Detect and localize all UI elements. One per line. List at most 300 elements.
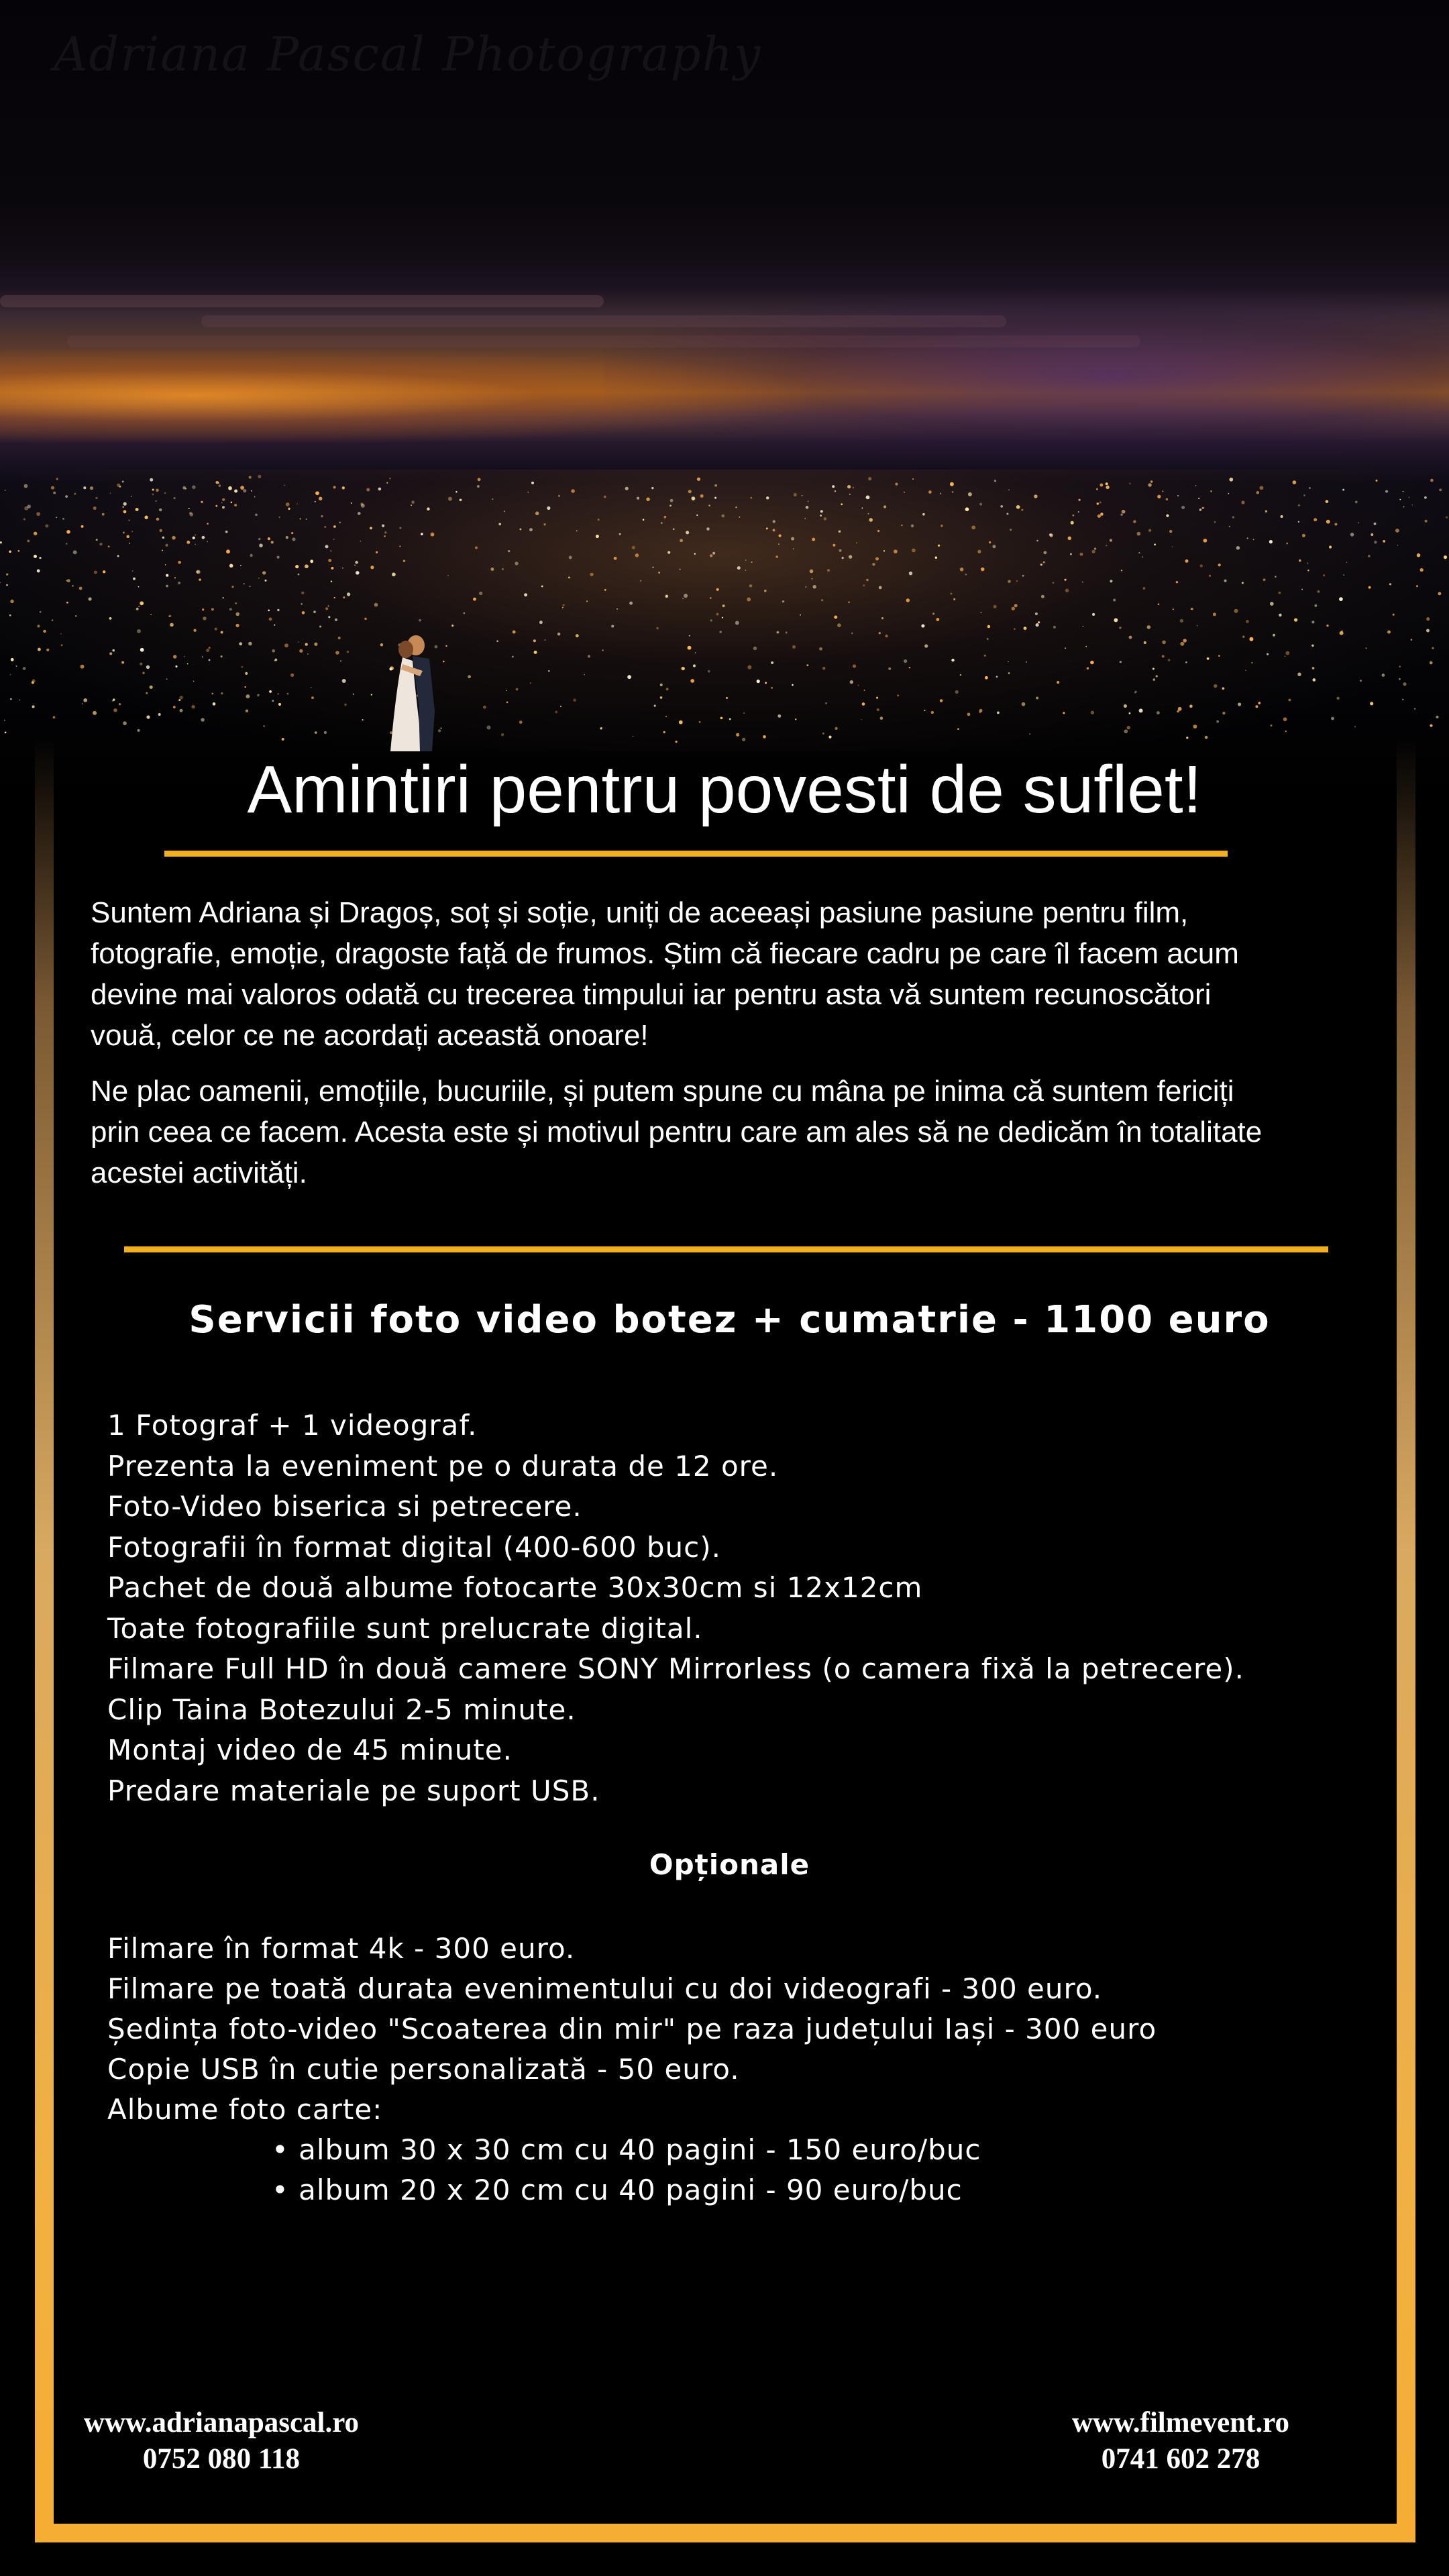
city-light [370,527,372,529]
city-light [1210,490,1212,492]
city-light [643,519,645,521]
city-light [306,519,307,520]
city-light [460,498,462,501]
city-light [1078,511,1079,513]
intro-line: vouă, celor ce ne acordați această onoare! [91,1019,649,1052]
city-light [207,541,208,542]
city-light [708,670,710,673]
city-light [102,513,105,516]
city-light [812,578,813,580]
city-light [694,553,696,554]
albums-list [272,2130,1278,2210]
city-light [1049,533,1053,537]
city-light [1232,516,1235,519]
city-light [569,555,572,559]
city-light [1152,667,1155,669]
city-light [1008,661,1009,662]
city-light [548,670,550,672]
city-light [15,665,17,667]
city-light [138,606,140,607]
city-light [1127,726,1130,729]
city-light [856,542,857,543]
city-light [1286,543,1288,545]
city-light [992,545,996,548]
website-link-right[interactable]: www.filmevent.ro [1071,2407,1290,2438]
city-light [1008,580,1011,583]
frame-bottom-border [35,2524,1415,2542]
city-light [66,580,67,582]
city-light [911,525,914,528]
city-light [729,718,731,720]
city-light [18,550,20,552]
city-light [53,492,56,494]
package-item: Clip Taina Botezului 2-5 minute. [107,1693,576,1726]
city-light [1368,555,1371,557]
city-light [473,598,476,601]
city-light [516,688,519,691]
city-light [384,535,385,537]
city-light [338,637,341,639]
city-light [1436,716,1438,718]
city-light [1318,590,1320,593]
city-light [928,490,932,494]
city-light [839,531,841,533]
city-light [1085,646,1087,647]
city-light [866,496,870,500]
city-light [625,487,629,490]
city-light [251,490,252,492]
city-light [421,533,423,535]
city-light [258,578,260,579]
city-light [786,631,788,633]
city-light [43,630,46,633]
city-light [1430,661,1433,665]
city-light [1092,613,1095,616]
city-light [765,682,767,684]
city-light [1420,568,1424,572]
city-light [1162,490,1163,492]
city-light [1199,508,1201,511]
city-light [880,716,883,720]
city-light [1053,626,1056,629]
city-light [866,579,869,582]
city-light [773,529,775,531]
city-light [1242,636,1244,638]
city-light [37,570,40,573]
city-light [24,484,28,488]
city-light [513,631,516,634]
city-light [112,700,113,702]
city-light [109,617,112,620]
city-light [1121,514,1123,516]
city-light [34,532,37,535]
city-light [611,625,614,627]
city-light [1342,489,1344,491]
city-light [1387,631,1391,634]
city-light [895,482,898,485]
city-light [1425,520,1428,523]
city-light [1191,608,1193,610]
city-light [1218,564,1221,566]
city-light [985,676,988,680]
city-light [533,639,536,642]
city-light [1156,675,1158,677]
city-light [726,697,728,699]
intro-line: fotografie, emoție, dragoste față de frumos. Știm că fiecare cadru pe care îl facem acum [91,937,1239,970]
city-light [311,687,312,688]
city-light [584,674,585,676]
city-light [1275,576,1277,578]
city-light [142,672,144,674]
city-light [0,541,2,543]
city-light [921,625,924,628]
city-light [278,703,281,706]
city-light [735,506,737,508]
city-light [924,644,928,647]
city-light [745,570,747,571]
city-light [675,741,677,743]
city-light [250,586,251,587]
city-light [284,485,285,486]
city-light [737,566,741,570]
city-light [833,544,835,547]
city-light [32,705,35,708]
city-light [700,494,704,498]
city-light [1326,500,1329,503]
city-light [201,718,205,722]
city-light [1189,705,1193,708]
city-light [779,535,782,537]
city-light [868,513,869,515]
city-light [331,581,332,582]
city-light [1323,574,1325,576]
city-light [1298,504,1300,506]
city-light [297,503,298,504]
city-light [778,543,780,545]
city-light [1216,720,1219,723]
city-light [541,586,543,588]
city-light [1399,499,1401,500]
city-light [822,667,826,670]
city-light [123,532,125,534]
city-light [94,571,97,574]
optional-item: Filmare pe toată durata evenimentului cu doi videografi - 300 euro. [107,1972,1103,2005]
city-light [160,529,162,532]
city-light [515,561,518,565]
city-light [1222,712,1225,714]
city-light [80,665,85,669]
city-light [1147,625,1151,629]
city-light [487,726,491,730]
city-light [451,625,453,627]
city-light [1129,712,1131,714]
city-light [819,647,822,651]
city-light [1129,483,1131,485]
city-light [246,694,250,698]
city-light [262,571,266,574]
city-light [1008,672,1010,674]
city-light [1079,499,1081,501]
city-light [1185,661,1187,663]
city-light [34,555,37,558]
city-light [547,506,550,510]
city-light [156,518,160,521]
city-light [255,513,258,516]
city-light [62,518,64,520]
city-light [128,519,129,521]
city-light [223,597,224,598]
city-light [987,625,991,629]
city-light [1269,540,1273,543]
city-light [172,536,176,540]
city-light [361,504,365,508]
city-light [180,696,183,699]
city-light [468,675,471,678]
city-light [909,572,912,575]
city-light [1376,480,1378,482]
city-light [288,508,290,510]
city-light [879,632,881,634]
city-light [319,496,323,500]
city-light [806,586,807,588]
city-light [1307,563,1309,564]
city-light [1285,651,1289,655]
city-light [1137,532,1141,536]
city-light [897,694,899,696]
city-light [1068,537,1072,541]
city-light [960,568,964,572]
city-light [968,492,972,496]
city-light [1259,486,1263,490]
city-light [1178,707,1182,711]
optionals-title: Opționale [649,1848,810,1881]
intro-line: prin ceea ce facem. Acesta este și motivul pentru care am ales să ne dedicăm în totalitate [91,1116,1263,1148]
city-light [389,478,390,479]
city-light [123,510,127,513]
city-light [315,501,316,502]
city-light [1313,518,1317,521]
city-light [679,568,680,570]
city-light [1314,604,1317,607]
city-light [1143,587,1146,590]
city-light [313,610,316,613]
city-light [1177,710,1179,712]
city-light [922,513,925,516]
city-light [722,604,725,607]
city-light [808,500,809,502]
city-light [131,531,133,532]
city-light [1177,495,1179,496]
city-light [693,664,696,667]
city-light [635,553,639,557]
city-light [776,631,779,634]
city-light [378,488,382,491]
city-light [558,495,560,497]
city-light [229,608,232,610]
city-light [832,485,835,488]
city-light [806,664,808,666]
city-light [877,708,879,711]
city-light [994,480,996,482]
city-light [530,682,531,684]
city-light [637,497,639,500]
intro-line: Suntem Adriana și Dragoș, soț și soție, uniți de aceeași pasiune pasiune pentru film, [91,896,1189,929]
city-light [99,543,103,546]
city-light [627,675,631,679]
city-light [712,552,715,555]
city-light [103,570,105,573]
city-light [1229,526,1230,527]
package-item: Toate fotografiile sunt prelucrate digital. [107,1611,703,1645]
city-light [1403,682,1406,686]
city-light [1006,513,1008,515]
city-light [1162,655,1165,657]
city-light [61,644,63,646]
hero-photo [0,0,1449,805]
city-light [1124,704,1127,708]
city-light [83,698,87,702]
city-light [813,585,816,588]
city-light [1180,619,1183,623]
city-light [278,693,279,694]
city-light [714,484,717,487]
city-light [750,497,752,499]
city-light [820,515,822,517]
city-light [90,486,93,490]
city-light [821,599,823,601]
city-light [1311,645,1313,647]
city-light [278,517,280,518]
city-light [310,559,313,563]
city-light [343,596,345,598]
city-light [1209,575,1211,577]
city-light [173,655,176,658]
city-light [1249,637,1253,641]
city-light [1297,673,1301,676]
city-light [686,531,689,534]
city-light [1122,510,1126,514]
city-light [1110,580,1112,582]
city-light [1382,674,1385,677]
city-light [290,674,294,677]
city-light [534,651,537,654]
package-item: Fotografii în format digital (400-600 buc). [107,1530,721,1564]
city-light [1342,630,1344,632]
city-light [264,580,266,582]
city-light [885,635,888,637]
city-light [667,551,670,553]
city-light [793,548,794,549]
city-light [772,520,775,523]
city-light [162,550,163,551]
city-light [864,690,865,691]
city-light [1242,582,1244,584]
city-light [1416,585,1418,587]
city-light [146,665,150,669]
city-light [249,476,252,478]
city-light [284,643,288,647]
city-light [1094,547,1096,549]
city-light [1087,667,1089,670]
city-light [259,543,263,547]
city-light [690,679,694,683]
city-light [1222,687,1225,690]
city-light [1097,515,1101,518]
city-light [1354,726,1356,727]
city-light [202,608,204,610]
city-light [1148,529,1151,531]
city-light [1270,724,1272,727]
city-light [912,549,916,553]
city-light [1253,539,1254,540]
city-light [195,534,196,535]
city-light [1181,506,1185,509]
city-light [1331,717,1334,720]
city-light [1273,634,1275,637]
city-light [5,490,6,491]
city-light [1245,669,1246,671]
city-light [512,656,514,658]
city-light [1197,625,1198,627]
city-light [660,684,663,686]
city-light [708,504,710,506]
city-light [837,623,841,627]
city-light [1371,533,1373,536]
city-light [1411,639,1413,641]
city-light [1340,631,1344,635]
city-light [302,611,305,614]
city-light [286,502,290,506]
city-light [234,504,237,506]
website-link-left[interactable]: www.adrianapascal.ro [83,2407,360,2438]
city-light [1144,641,1146,644]
city-light [660,696,663,699]
city-light [1283,717,1287,721]
city-light [820,510,823,513]
city-light [658,572,660,574]
city-light [140,601,144,605]
city-light [66,530,70,534]
city-light [1403,506,1404,507]
city-light [1200,564,1203,567]
city-light [862,702,865,706]
city-light [1281,515,1283,518]
city-light [1247,537,1248,539]
city-light [1234,609,1238,613]
city-light [795,718,796,720]
city-light [221,631,223,634]
city-light [150,478,153,482]
city-light [189,512,192,515]
city-light [932,612,934,614]
city-light [1417,553,1421,557]
city-light [241,666,244,668]
city-light [93,506,97,510]
city-light [771,687,773,689]
city-light [164,492,166,494]
city-light [812,538,815,541]
city-light [314,643,317,646]
city-light [234,489,237,492]
city-light [117,555,119,557]
city-light [1073,515,1075,517]
city-light [27,504,31,508]
city-light [682,598,684,599]
city-light [218,482,219,484]
city-light [342,486,345,489]
city-light [1082,582,1083,583]
city-light [419,619,421,622]
